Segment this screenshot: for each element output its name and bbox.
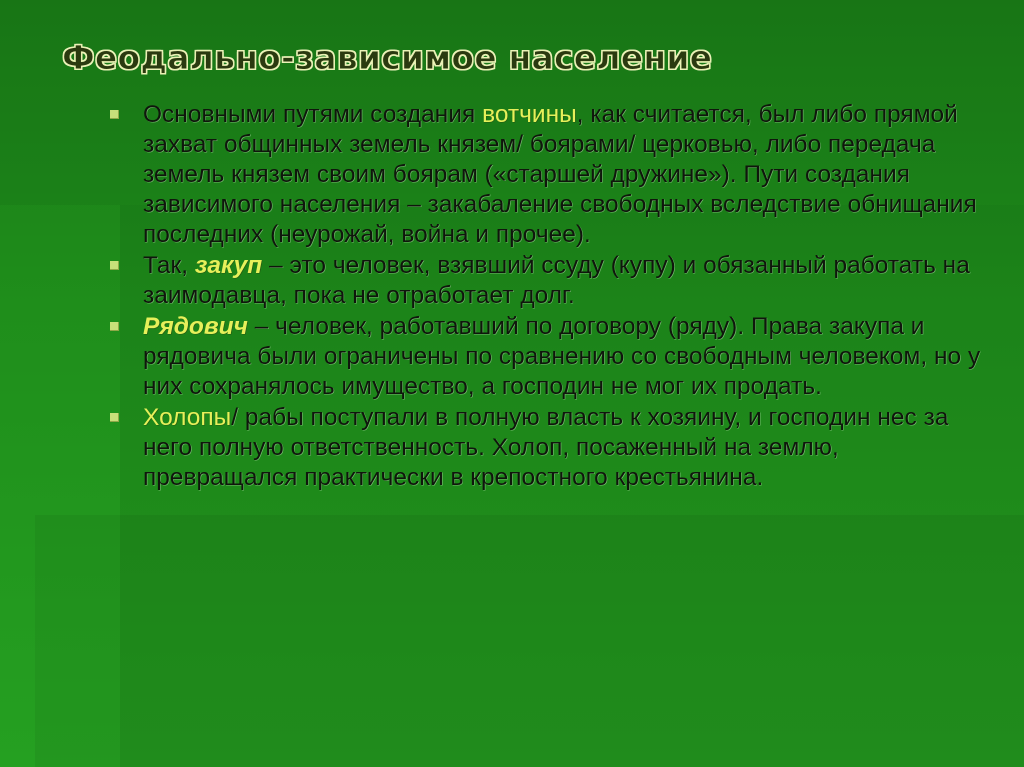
highlighted-term: Холопы — [143, 404, 232, 431]
highlighted-term: вотчины — [482, 101, 577, 128]
square-bullet-icon — [110, 110, 119, 119]
highlighted-term: Рядович — [143, 313, 248, 340]
slide-title: Феодально-зависимое население — [62, 38, 713, 77]
bullet-text-post: , как считается, был либо прямой захват общинных земель князем/ боярами/ церковью, либо передача земель князем своим боярам («старшей дружине»). Пути создания зависимого населения – закабаление свободных вследствие обнищания последних (неурожай, война и прочее). — [143, 101, 977, 248]
highlighted-term: закуп — [194, 252, 263, 279]
square-bullet-icon — [110, 322, 119, 331]
list-item — [110, 251, 990, 311]
bullet-text-post: – это человек, взявший ссуду (купу) и обязанный работать на заимодавца, пока не отработает долг. — [143, 252, 970, 309]
list-item — [110, 312, 990, 402]
bullet-list — [110, 100, 990, 494]
square-bullet-icon — [110, 261, 119, 270]
list-item — [110, 100, 990, 250]
list-item — [110, 403, 990, 493]
bullet-text-pre: Основными путями создания — [143, 101, 483, 128]
square-bullet-icon — [110, 413, 119, 422]
bullet-text-pre: Так, — [143, 252, 195, 279]
bullet-text-post: – человек, работавший по договору (ряду). Права закупа и рядовича были ограничены по сравнению со свободным человеком, но у них сохранялось имущество, а господин не мог их продать. — [143, 313, 981, 400]
bullet-text-post: / рабы поступали в полную власть к хозяину, и господин нес за него полную ответственность. Холоп, посаженный на землю, превращался практически в крепостного крестьянина. — [143, 404, 949, 491]
background-panel-bottom — [35, 515, 1024, 767]
